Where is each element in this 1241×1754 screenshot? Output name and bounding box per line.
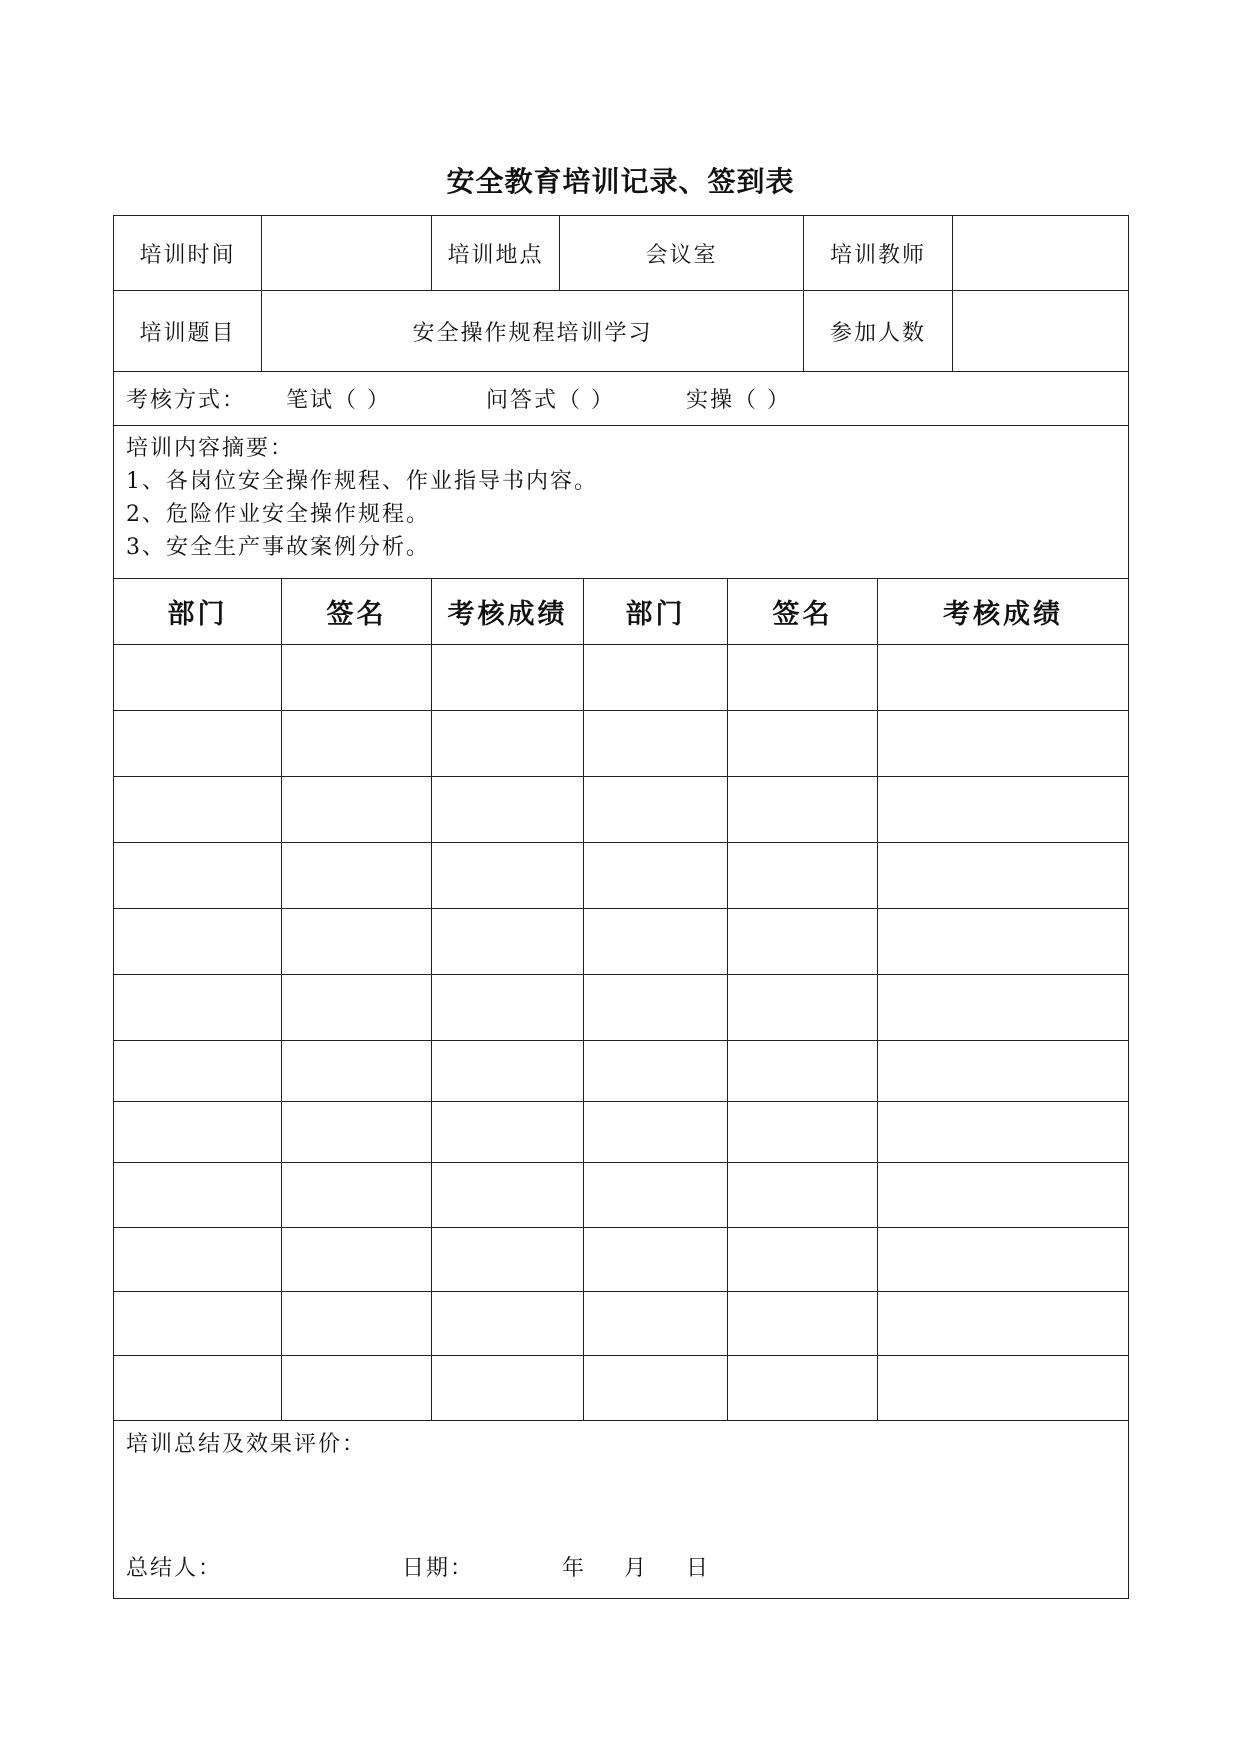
department-cell[interactable] [584,975,728,1041]
signature-cell[interactable] [282,975,432,1041]
department-cell[interactable] [584,909,728,975]
department-cell[interactable] [114,777,282,843]
signin-row [114,1228,1129,1292]
signin-row [114,1292,1129,1356]
score-cell[interactable] [432,711,584,777]
summary-line-1: 1、各岗位安全操作规程、作业指导书内容。 [126,469,598,494]
score-cell[interactable] [432,909,584,975]
signature-cell[interactable] [282,1228,432,1292]
info-row-1 [114,216,1129,291]
score-cell[interactable] [432,975,584,1041]
score-cell[interactable] [878,711,1129,777]
score-cell[interactable] [878,1228,1129,1292]
training-place-label: 培训地点 [432,216,560,291]
signature-cell[interactable] [282,1356,432,1421]
training-time-field[interactable] [262,216,432,291]
score-cell[interactable] [878,645,1129,711]
assessment-option-written[interactable]: 笔试（ ） [286,388,391,413]
department-cell[interactable] [584,1163,728,1228]
score-cell[interactable] [432,1228,584,1292]
signature-cell[interactable] [728,1041,878,1102]
department-cell[interactable] [114,843,282,909]
assessment-method [114,372,1129,426]
department-cell[interactable] [114,1228,282,1292]
score-cell[interactable] [878,909,1129,975]
score-cell[interactable] [878,1163,1129,1228]
signature-cell[interactable] [728,1102,878,1163]
summary-line-3: 3、安全生产事故案例分析。 [126,535,430,560]
department-cell[interactable] [114,1292,282,1356]
signin-row [114,1356,1129,1421]
score-cell[interactable] [432,777,584,843]
score-cell[interactable] [878,1356,1129,1421]
signature-cell[interactable] [282,1163,432,1228]
department-cell[interactable] [584,1228,728,1292]
signin-header-row [114,579,1129,645]
score-cell[interactable] [878,975,1129,1041]
signin-row [114,777,1129,843]
score-cell[interactable] [878,1292,1129,1356]
training-teacher-field[interactable] [953,216,1129,291]
signature-cell[interactable] [728,1228,878,1292]
evaluation-label: 培训总结及效果评价： [126,1432,367,1457]
signin-row [114,975,1129,1041]
score-cell[interactable] [878,1102,1129,1163]
training-teacher-label: 培训教师 [804,216,953,291]
signature-cell[interactable] [728,777,878,843]
department-cell[interactable] [114,645,282,711]
signature-cell[interactable] [282,1102,432,1163]
month-label: 月 [624,1556,649,1581]
department-cell[interactable] [584,777,728,843]
department-cell[interactable] [584,843,728,909]
signature-cell[interactable] [282,777,432,843]
signature-cell[interactable] [728,975,878,1041]
assessment-option-practical[interactable]: 实操（ ） [686,388,791,413]
column-header-signature: 签名 [728,579,878,645]
signin-row [114,1041,1129,1102]
score-cell[interactable] [878,843,1129,909]
department-cell[interactable] [114,1356,282,1421]
training-time-label: 培训时间 [114,216,262,291]
department-cell[interactable] [114,909,282,975]
signature-cell[interactable] [282,843,432,909]
signature-cell[interactable] [282,711,432,777]
info-row-2 [114,291,1129,372]
score-cell[interactable] [432,1102,584,1163]
training-form [113,215,1129,1599]
training-place-field[interactable]: 会议室 [560,216,804,291]
column-header-department: 部门 [584,579,728,645]
summary-label: 培训内容摘要： [126,436,295,461]
score-cell[interactable] [432,645,584,711]
signature-cell[interactable] [282,645,432,711]
training-evaluation [114,1421,1129,1599]
year-label: 年 [562,1556,587,1581]
assessment-option-qa[interactable]: 问答式（ ） [486,388,615,413]
department-cell[interactable] [584,1292,728,1356]
signin-row [114,1102,1129,1163]
assessment-row [114,372,1129,426]
score-cell[interactable] [432,1041,584,1102]
department-cell[interactable] [114,711,282,777]
column-header-score: 考核成绩 [878,579,1129,645]
signin-row [114,1163,1129,1228]
department-cell[interactable] [114,1041,282,1102]
column-header-department: 部门 [114,579,282,645]
department-cell[interactable] [584,1041,728,1102]
summary-row [114,426,1129,579]
signature-cell[interactable] [282,909,432,975]
date-label: 日期： [402,1556,475,1581]
department-cell[interactable] [584,1356,728,1421]
evaluation-row [114,1421,1129,1599]
department-cell[interactable] [114,1102,282,1163]
participant-count-label: 参加人数 [804,291,953,372]
signature-cell[interactable] [728,645,878,711]
assessment-method-label: 考核方式： [126,388,247,413]
score-cell[interactable] [432,1163,584,1228]
training-topic-field[interactable]: 安全操作规程培训学习 [262,291,804,372]
department-cell[interactable] [584,645,728,711]
signature-cell[interactable] [728,1163,878,1228]
day-label: 日 [686,1556,711,1581]
training-summary [114,426,1129,579]
department-cell[interactable] [584,1102,728,1163]
evaluation-footer [126,1551,710,1582]
signin-row [114,909,1129,975]
department-cell[interactable] [114,975,282,1041]
participant-count-field[interactable] [953,291,1129,372]
signature-cell[interactable] [728,843,878,909]
score-cell[interactable] [432,1356,584,1421]
department-cell[interactable] [114,1163,282,1228]
score-cell[interactable] [432,1292,584,1356]
signin-row [114,645,1129,711]
score-cell[interactable] [878,1041,1129,1102]
summarizer-label: 总结人： [126,1556,223,1581]
department-cell[interactable] [584,711,728,777]
score-cell[interactable] [432,843,584,909]
signature-cell[interactable] [728,1292,878,1356]
signature-cell[interactable] [728,1356,878,1421]
signature-cell[interactable] [728,909,878,975]
column-header-signature: 签名 [282,579,432,645]
signature-cell[interactable] [728,711,878,777]
score-cell[interactable] [878,777,1129,843]
summary-line-2: 2、危险作业安全操作规程。 [126,502,430,527]
column-header-score: 考核成绩 [432,579,584,645]
signin-row [114,711,1129,777]
signature-cell[interactable] [282,1292,432,1356]
signature-cell[interactable] [282,1041,432,1102]
signin-row [114,843,1129,909]
training-topic-label: 培训题目 [114,291,262,372]
page-title: 安全教育培训记录、签到表 [446,165,795,198]
